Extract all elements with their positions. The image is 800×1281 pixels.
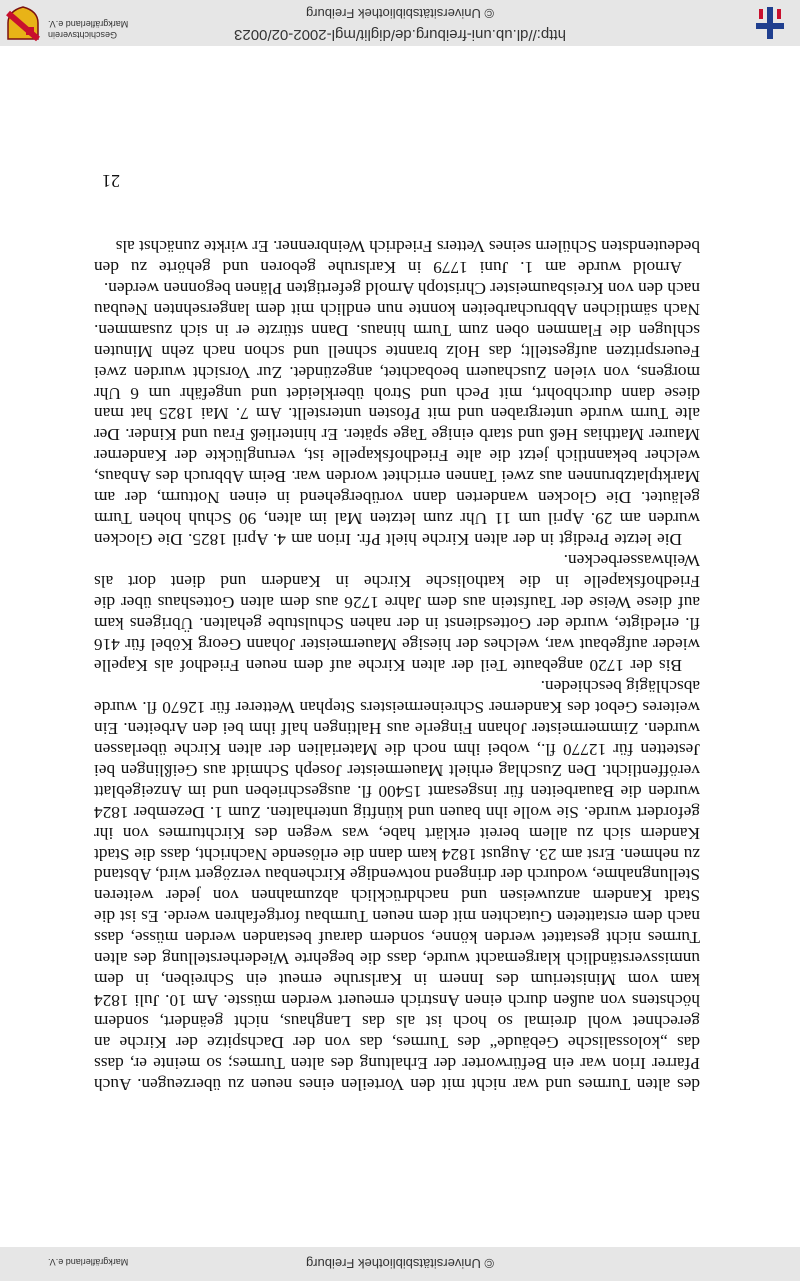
paragraph-2: Bis der 1720 angebaute Teil der alten Kirche auf dem neuen Friedhof als Kapelle wieder aufgebaut war, welches der hiesige Mauermeister Johann Georg Köbel für 416 fl. erledigte, wurde der Gottesdienst in der nahen Schulstube gehalten. Übrigens kam auf diese Weise der Taufstein aus dem Jahre 1726 aus dem alten Gotteshaus über die Friedhofskapelle in die katholische Kirche in Kandern und dient dort als Weihwasserbecken.: [94, 551, 700, 675]
org-line-1: Geschichtsverein: [48, 30, 118, 40]
library-credit: © Universitätsbibliothek Freiburg: [305, 6, 495, 21]
paragraph-1: des alten Turmes und war nicht mit den Vorteilen eines neuen zu überzeugen. Auch Pfarrer Irion war ein Befürworter der Erhaltung des alten Turmes; so meinte er, dass das „kolossalische Gebäude“ des Turmes, das von der Dachspitze der Kirche an gerechnet wohl dreimal so hoch ist als das Langhaus, nicht geändert, sondern höchstens von außen durch einen Anstrich erneuert werden müsste. Am 10. Juli 1824 kam vom Ministerium des Innern in Karlsruhe erneut ein Schreiben, in dem unmissverständlich klargemacht wurde, dass die begehrte Wiederherstellung des alten Turmes nicht gestattet werden könne, sondern darauf bestanden werden müsse, dass nach dem erstatteten Gutachten mit dem neuen Turmbau fortgefahren werde. Es ist die Stadt Kandern anzuweisen und nachdrücklich abzumahnen von jeder weiteren Stellungnahme, wodurch der dringend notwendige Kirchenbau verzögert wird, Abstand zu nehmen. Erst am 23. August 1824 kam dann die erlösende Nachricht, dass die Stadt Kandern sich zu allem bereit erklärt habe, was wegen des Kirchturmes von ihr gefordert wurde. Sie wolle ihn bauen und künftig unterhalten. Zum 1. Dezember 1824 wurden die Bauarbeiten für insgesamt 15400 fl. ausgeschrieben und im Anzeigeblatt veröffentlicht. Den Zuschlag erhielt Mauermeister Joseph Schmidt aus Geißlingen bei Jestetten für 12770 fl., wobei ihm noch die Materialien der alten Kirche überlassen wurden. Zimmermeister Johann Fingerle aus Haltingen half ihm bei den Arbeiten. Ein weiteres Gebot des Kanderner Schreinermeisters Stephan Wetterer für 12670 fl. wurde abschlägig beschieden.: [94, 676, 700, 1094]
geschichtsverein-crest-icon: [4, 5, 42, 43]
page-number: 21: [102, 171, 120, 191]
footer-bar: [0, 0, 800, 46]
header-bar-partial: [0, 1247, 800, 1281]
org-line-2: Markgräflerland e.V.: [48, 19, 129, 29]
header-library-text: © Universitätsbibliothek Freiburg: [305, 1256, 495, 1271]
paragraph-4: Arnold wurde am 1. Juni 1779 in Karlsruhe geboren und gehörte zu den bedeutendsten Schülern seines Vetters Friedrich Weinbrenner. Er wirkte zunächst als: [94, 236, 700, 277]
org-name: [48, 18, 128, 40]
header-org-text: Markgräflerland e.V.: [48, 1257, 129, 1267]
document-body: [94, 235, 700, 1094]
document-url[interactable]: http://dl.ub.uni-freiburg.de/diglit/mgl-2002-02/0023: [234, 26, 566, 43]
paragraph-3: Die letzte Predigt in der alten Kirche hielt Pfr. Irion am 4. April 1825. Die Glocken wurden am 29. April um 11 Uhr zum letzten Mal im alten, 90 Schuh hohen Turm geläutet. Die Glocken wanderten dann vorübergehend in einen Notturm, der am Marktplatzbrunnen aus zwei Tannen errichtet worden war. Beim Abbruch des Anbaus, welcher bekanntlich jetzt die alte Friedhofskapelle ist, verunglückte der Kanderner Maurer Matthias Heß und starb einige Tage später. Er hinterließ Frau und Kinder. Der alte Turm wurde untergraben und mit Pfosten unterstellt. Am 7. Mai 1825 hat man diese dann durchbohrt, mit Pech und Stroh überkleidet und ungefähr um 6 Uhr morgens, von vielen Zuschauern beobachtet, angezündet. Zur Vorsicht wurden zwei Feuerspritzen aufgestellt; das Holz brannte schnell und schon nach zehn Minuten schlugen die Flammen oben zum Turm hinaus. Dann stürzte er in sich zusammen. Nach sämtlichen Abbrucharbeiten konnte nun endlich mit dem langersehnten Neubau nach den von Kreisbaumeister Christoph Arnold gefertigten Plänen begonnen werden.: [94, 278, 700, 550]
